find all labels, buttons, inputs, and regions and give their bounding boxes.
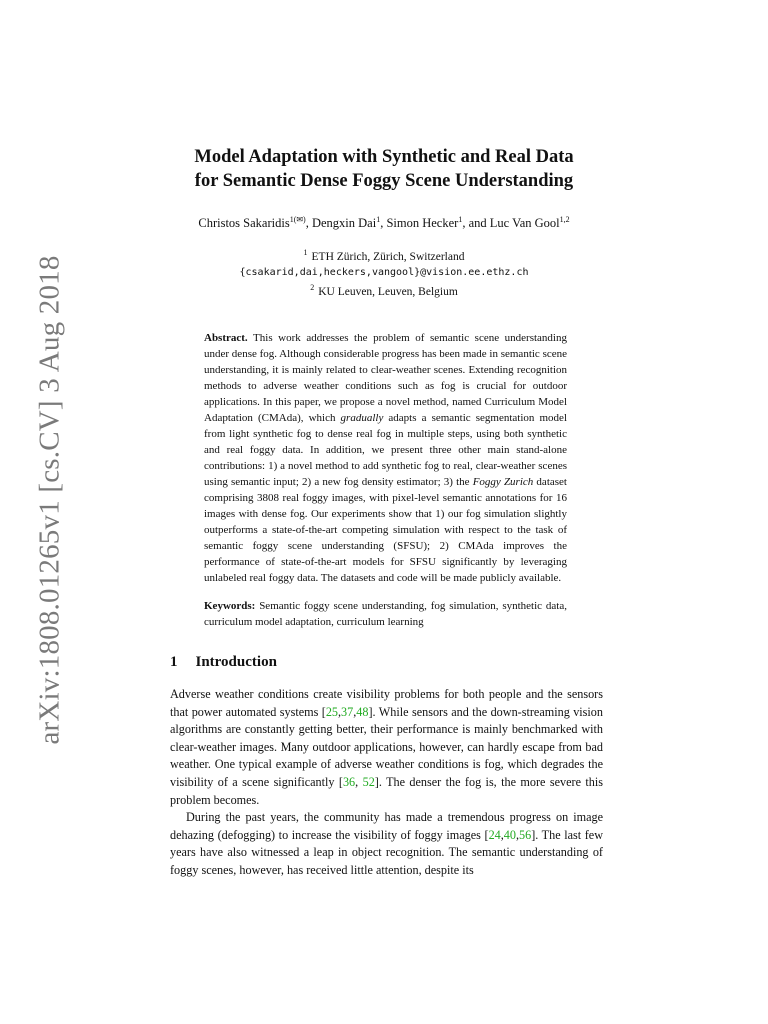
citation-link[interactable]: 56 <box>519 827 532 842</box>
affiliation-mark: 2 <box>310 282 315 292</box>
author-affiliation-mark: 1,2 <box>559 215 570 224</box>
author-name: , and Luc Van Gool <box>462 216 560 231</box>
abstract-label: Abstract. <box>204 332 248 344</box>
affiliation-mark: 1 <box>303 248 308 257</box>
paragraph: During the past years, the community has made a tremendous progress on image dehazing (defogging) to increase the visibility of foggy images [24,40,56]. The last few years have also witnessed a leap in object recognition. The semantic understanding of foggy scenes, however, has received little attention, despite its <box>170 810 603 877</box>
paragraph: Adverse weather conditions create visibility problems for both people and the sensors that power automated systems [25,37,48]. While sensors and the down-streaming vision algorithms are constantly getting better, their performance is mainly benchmarked with clear-weather images. Many outdoor applications, however, can hardly escape from bad weather. One typical example of adverse weather conditions is fog, which degrades the visibility of a scene significantly [36, 52]. The denser the fog is, the more severe this problem becomes. <box>170 687 603 807</box>
affiliation-1: $^1$ ETH Zürich, Zürich, Switzerland <box>303 248 465 263</box>
citation-link[interactable]: 24 <box>488 827 501 842</box>
abstract: Abstract. This work addresses the problem of semantic scene understanding under dense fog. Although considerable progress has been made in semantic scene understanding, it is mainly related to clear-weather scenes. Extending recognition methods to adverse weather conditions such as fog is crucial for outdoor applications. In this paper, we propose a novel method, named Curriculum Model Adaptation (CMAda), which gradually adapts a semantic segmentation model from light synthetic fog to dense real fog in multiple steps, using both synthetic and real foggy data. In addition, we present three other main stand-alone contributions: 1) a novel method to add synthetic fog to real, clear-weather scenes using semantic input; 2) a new fog density estimator; 3) the Foggy Zurich dataset comprising 3808 real foggy images, with pixel-level semantic annotations for 16 images with dense fog. Our experiments show that 1) our fog simulation slightly outperforms a state-of-the-art competing simulation with respect to the task of semantic foggy scene understanding (SFSU); 2) CMAda improves the performance of state-of-the-art models for SFSU significantly by leveraging unlabeled real foggy data. The datasets and code will be made publicly available. <box>204 332 567 584</box>
author-affiliation-mark: 1 <box>458 215 463 224</box>
author-name: , Simon Hecker <box>380 216 459 231</box>
section-title: Introduction <box>195 654 277 670</box>
emphasis: Foggy Zurich <box>472 476 534 488</box>
citation-link[interactable]: 37 <box>341 704 354 719</box>
author-list <box>100 215 668 231</box>
affiliations <box>100 245 668 300</box>
author-name: Christos Sakaridis <box>198 216 290 231</box>
author-emails: {csakarid,dai,heckers,vangool}@vision.ee.ethz.ch <box>239 266 529 278</box>
arxiv-identifier: arXiv:1808.01265v1 [cs.CV] 3 Aug 2018 <box>33 255 66 745</box>
section-heading <box>170 654 277 671</box>
emphasis: gradually <box>340 412 384 424</box>
author-affiliation-mark: 1(✉) <box>289 215 306 224</box>
citation-link[interactable]: 52 <box>362 774 375 789</box>
title-line-1: Model Adaptation with Synthetic and Real Data <box>194 147 574 167</box>
citation-link[interactable]: 25 <box>325 704 338 719</box>
author-affiliation-mark: 1 <box>376 215 381 224</box>
paper-title <box>100 145 668 193</box>
keywords: Keywords: Semantic foggy scene understanding, fog simulation, synthetic data, curriculum model adaptation, curriculum learning <box>204 600 567 628</box>
citation-link[interactable]: 36 <box>342 774 356 789</box>
title-line-2: for Semantic Dense Foggy Scene Understanding <box>194 171 574 191</box>
section-number: 1 <box>170 654 178 670</box>
introduction-body <box>170 686 603 880</box>
citation-link[interactable]: 40 <box>503 827 516 842</box>
citation-link[interactable]: 48 <box>356 704 369 719</box>
keywords-label: Keywords: <box>204 600 256 612</box>
author-name: , Dengxin Dai <box>305 216 377 231</box>
affiliation-2: $^2$ KU Leuven, Leuven, Belgium <box>310 282 458 298</box>
